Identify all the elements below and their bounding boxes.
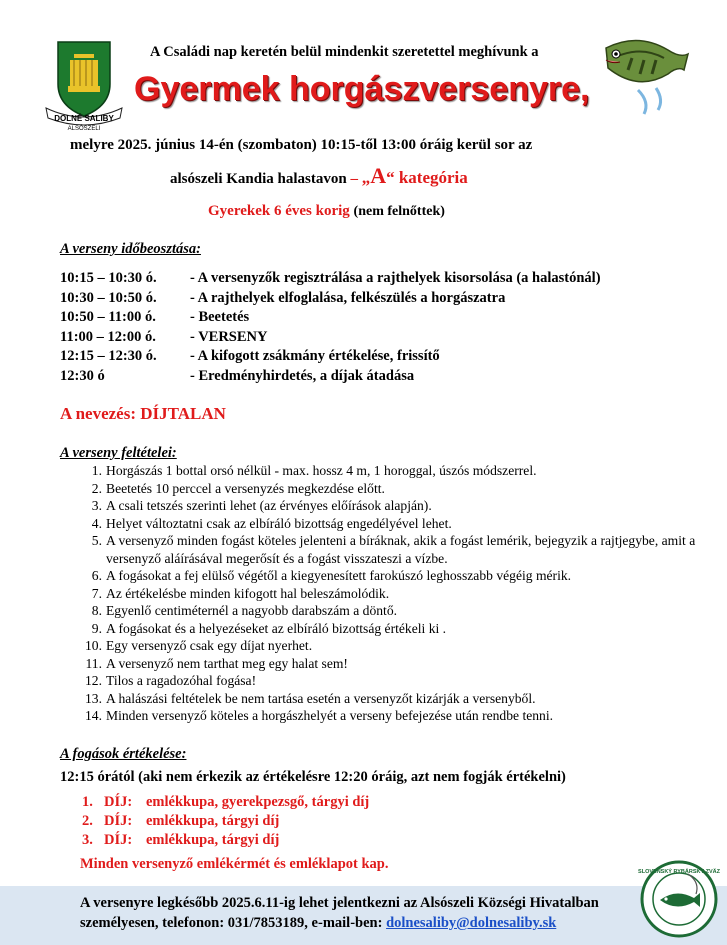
evaluation-heading: A fogások értékelése: — [60, 746, 187, 762]
registration-deadline: A versenyre legkésőbb 2025.6.11-ig lehet jelentkezni az Alsószeli Községi Hivatalban — [80, 895, 599, 911]
list-item — [78, 480, 718, 498]
evaluation-time: 12:15 órától (aki nem érkezik az értékelésre 12:20 óráig, azt nem fogják értékelni) — [60, 769, 566, 785]
schedule-desc: - A rajthelyek elfoglalása, felkészülés a horgászatra — [190, 289, 506, 306]
schedule-time: 11:00 – 12:00 ó. — [60, 328, 156, 345]
prize-row — [82, 832, 369, 851]
list-item-number: 5. — [91, 533, 102, 548]
list-item-number: 9. — [91, 620, 102, 636]
event-location-line — [170, 163, 468, 189]
schedule-row — [60, 290, 710, 310]
schedule-row — [60, 309, 710, 329]
list-item-number: 2. — [91, 480, 102, 496]
category-label: “ kategória — [386, 168, 468, 187]
list-item — [78, 602, 718, 620]
prize-text: emlékkupa, tárgyi díj — [146, 832, 280, 848]
schedule-row — [60, 368, 710, 388]
list-item-text: A fogásokat és a helyezéseket az elbíráló bizottság értékeli ki . — [106, 620, 447, 636]
schedule-time: 12:15 – 12:30 ó. — [60, 348, 157, 364]
list-item-text: Horgászás 1 bottal orsó nélkül - max. hossz 4 m, 1 horoggal, úszós módszerrel. — [106, 463, 537, 478]
schedule-row — [60, 270, 710, 290]
schedule-row — [60, 348, 710, 368]
list-item-number: 4. — [91, 515, 102, 531]
list-item-text: A halászási feltételek be nem tartása esetén a versenyzőt kizárják a versenyből. — [106, 690, 536, 706]
list-item-number: 13. — [85, 690, 102, 706]
conditions-heading: A verseny feltételei: — [60, 445, 177, 461]
list-item-text: Egyenlő centiméternél a nagyobb darabszám a döntő. — [106, 603, 398, 618]
age-limit-text: Gyerekek 6 éves korig — [208, 203, 350, 219]
list-item — [78, 497, 718, 515]
contact-text: személyesen, telefonon: 031/7853189, e-mail-ben: — [80, 915, 387, 931]
schedule-time: 10:50 – 11:00 ó. — [60, 309, 156, 325]
list-item — [78, 567, 718, 585]
fish-icon — [598, 30, 698, 118]
prize-number: 1. — [82, 794, 93, 810]
location-dash: – — [346, 171, 362, 187]
list-item-text: Egy versenyző csak egy díjat nyerhet. — [106, 638, 313, 653]
list-item-number: 12. — [85, 673, 102, 688]
list-item — [78, 655, 718, 673]
list-item-number: 11. — [85, 655, 102, 671]
list-item-number: 6. — [91, 568, 102, 583]
schedule-time: 12:30 ó — [60, 367, 105, 384]
list-item — [78, 532, 718, 567]
schedule-desc: - Eredményhirdetés, a díjak átadása — [190, 367, 415, 384]
prize-number: 3. — [82, 832, 93, 848]
schedule-time: 10:30 – 10:50 ó. — [60, 289, 157, 306]
age-limit — [208, 203, 445, 220]
contact-line — [80, 915, 556, 932]
list-item — [78, 620, 718, 638]
schedule-desc: - A versenyzők regisztrálása a rajthelyek kisorsolása (a halastónál) — [190, 270, 601, 286]
crest-caption: DOLNÉ SALIBY — [54, 114, 114, 123]
list-item-number: 14. — [85, 708, 102, 723]
prize-number: 2. — [82, 813, 93, 829]
list-item-number: 8. — [91, 603, 102, 618]
intro-text: A Családi nap keretén belül mindenkit szeretettel meghívunk a — [150, 44, 539, 60]
list-item-text: A fogásokat a fej elülső végétől a kiegyenesített farokúszó leghosszabb végéig mérik. — [106, 568, 572, 583]
schedule-desc: - VERSENY — [190, 328, 268, 345]
email-link[interactable]: dolnesaliby@dolnesaliby.sk — [386, 915, 557, 931]
prize-list — [82, 794, 369, 851]
schedule-desc: - A kifogott zsákmány értékelése, frissítő — [190, 348, 440, 364]
prize-text: emlékkupa, tárgyi díj — [146, 813, 280, 829]
event-date-line: melyre 2025. június 14-én (szombaton) 10:15-től 13:00 óráig kerül sor az — [70, 137, 533, 153]
list-item-number: 3. — [91, 498, 102, 513]
schedule-row — [60, 329, 710, 349]
club-logo-text: SLOVENSKÝ RYBÁRSKY ZVÄZ — [638, 869, 720, 875]
list-item-number: 10. — [85, 638, 102, 653]
category-open-quote: „ — [361, 168, 371, 187]
list-item-text: A versenyző minden fogást köteles jelenteni a bíráknak, akik a fogást lemérik, bejegyzik a rajtjegybe, amit a versenyző aláírásával megerősít és a fogást visszateszi a vízbe. — [106, 533, 696, 566]
schedule-list — [60, 270, 710, 387]
schedule-desc: - Beetetés — [190, 309, 250, 325]
list-item-text: Tilos a ragadozóhal fogása! — [106, 673, 257, 688]
prize-text: emlékkupa, gyerekpezsgő, tárgyi díj — [146, 794, 370, 810]
list-item-number: 1. — [91, 463, 102, 478]
medal-note: Minden versenyző emlékérmét és emléklapot kap. — [80, 856, 389, 872]
list-item — [78, 585, 718, 603]
crest-sub: ALSÓSZELI — [67, 126, 101, 132]
list-item — [78, 462, 718, 480]
fishing-club-logo-icon — [640, 860, 718, 938]
list-item — [78, 637, 718, 655]
list-item — [78, 515, 718, 533]
age-limit-note: (nem felnőttek) — [353, 204, 445, 219]
municipal-crest-icon — [44, 38, 124, 132]
list-item — [78, 672, 718, 690]
location-text: alsószeli Kandia halastavon — [170, 171, 347, 187]
list-item-number: 7. — [91, 585, 102, 601]
schedule-time: 10:15 – 10:30 ó. — [60, 270, 157, 286]
entry-fee: A nevezés: DÍJTALAN — [60, 404, 226, 423]
list-item — [78, 690, 718, 708]
prize-row — [82, 794, 369, 813]
list-item-text: Helyet változtatni csak az elbíráló bizottság engedélyével lehet. — [106, 515, 452, 531]
prize-label: DÍJ: — [104, 813, 133, 829]
list-item-text: A csali tetszés szerinti lehet (az érvényes előírások alapján). — [106, 498, 432, 513]
conditions-list — [78, 462, 718, 725]
category-letter: A — [370, 163, 387, 188]
list-item-text: Az értékelésbe minden kifogott hal beleszámolódik. — [106, 585, 390, 601]
page-title: Gyermek horgászversenyre, — [134, 70, 590, 108]
list-item-text: Beetetés 10 perccel a versenyzés megkezdése előtt. — [106, 480, 385, 496]
list-item-text: Minden versenyző köteles a horgászhelyét a verseny befejezése után rendbe tenni. — [106, 708, 554, 723]
prize-row — [82, 813, 369, 832]
prize-label: DÍJ: — [104, 794, 133, 810]
prize-label: DÍJ: — [104, 832, 133, 848]
schedule-heading: A verseny időbeosztása: — [60, 241, 201, 257]
list-item — [78, 707, 718, 725]
list-item-text: A versenyző nem tarthat meg egy halat sem! — [106, 655, 348, 671]
